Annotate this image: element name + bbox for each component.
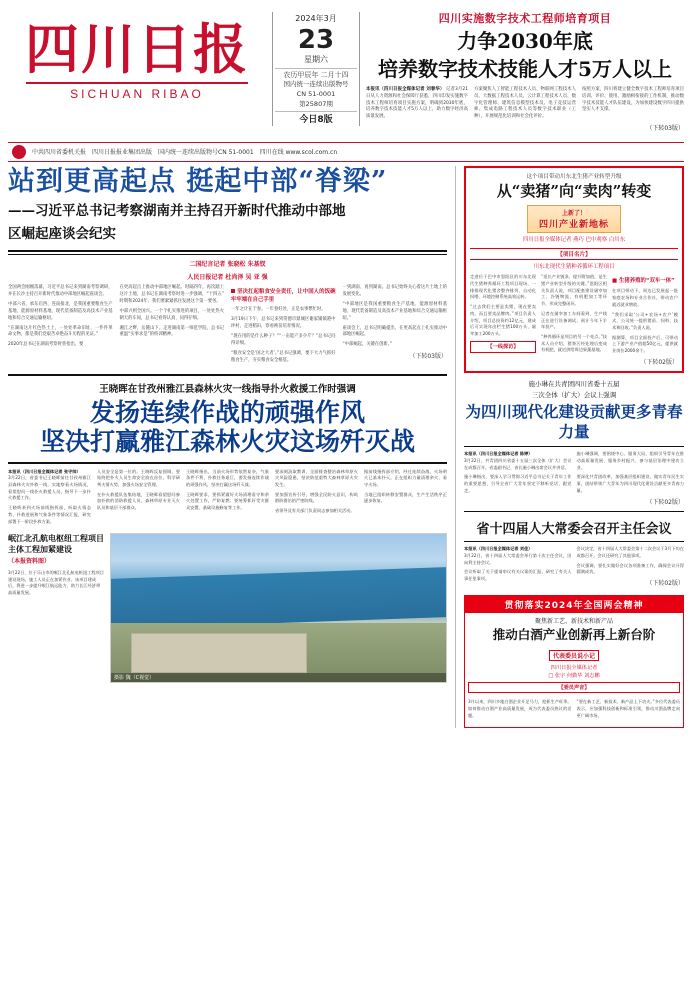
- divider: [8, 462, 447, 464]
- story-fire-col-1: [8, 469, 91, 529]
- story-main-subhead-2: 区崛起座谈会纪实: [8, 226, 116, 242]
- story-youth-league: [464, 379, 684, 507]
- story-youth-col-1: [464, 451, 572, 507]
- story-fire: [8, 381, 447, 529]
- feature-redbox: [464, 166, 684, 373]
- lead-headline-2: 培养数字技术技能人才5万人以上: [378, 57, 672, 81]
- promo-col-1: 3月以来，四川多地白酒企业开足马力，抢抓生产旺季。如何推动白酒产业高质量发展，成为代表委员热议的话题。: [468, 699, 572, 718]
- story-youth-continuation: （下转02版）: [646, 498, 684, 506]
- story-youth-kicker-2: 三次全体（扩大）会议上强调: [531, 390, 617, 399]
- story-npc-col-1: [464, 546, 572, 588]
- photo-story-title: 岷江北孔航电枢纽工程项目主体工程加紧建设: [8, 533, 104, 555]
- promo-block: [464, 595, 684, 728]
- story-fire-col-3: 王晓晖指出，当前火场形势依然复杂，气象条件不利，扑救任务艰巨，要发扬连续作战的顽强作风，坚决打赢这场歼灭战。 王晓晖要求，要抓紧做好火场清理看守和余火处置工作，严防复燃；要统筹抓好受灾群众安置、基础设施修复等工作。: [186, 468, 269, 511]
- story-npc-continuation: （下转02版）: [646, 580, 684, 588]
- divider: [464, 446, 684, 447]
- promo-byline-1: 四川日报全媒体记者: [550, 664, 598, 671]
- divider: [8, 250, 447, 255]
- date-lunar: 农历甲辰年 二月十四: [275, 68, 357, 80]
- lead-continuation: （下转03版）: [646, 125, 684, 133]
- feature-headline: 从“卖猪”向“卖肉”转变: [496, 182, 652, 200]
- masthead: [0, 0, 692, 140]
- story-youth-headline: 为四川现代化建设贡献更多青春力量: [465, 402, 683, 442]
- story-fire-col-5: 据前线指挥部介绍，经过连续奋战，火场明火已基本扑灭，正在组织力量清理余火、看守火场。 当地已组织转移安置群众，生产生活秩序正逐步恢复。: [364, 468, 447, 504]
- story-youth-col-1-text: 3月22日，共青团四川省委十五届三次全体（扩大）会议在成都召开。省委副书记、省长施小琳出席会议并讲话。 施小琳指出，要深入学习贯彻习近平总书记关于青年工作的重要思想，引导全省广大青年坚定不移听党话、跟党走。: [464, 457, 572, 493]
- date-block: [272, 12, 360, 126]
- promo-headline: 推动白酒产业创新再上新台阶: [492, 626, 656, 642]
- page-count: 今日8版: [275, 111, 357, 126]
- story-main-col-3: [231, 285, 336, 367]
- issue-meta-2: CN 51-0001: [296, 89, 336, 98]
- seal-icon: [12, 145, 26, 159]
- series-logo-line-2: 四川产业新地标: [538, 220, 609, 230]
- aerial-photo: [110, 533, 447, 683]
- feature-subhead-red: ■ 生猪养殖的“双车一体”: [612, 278, 675, 285]
- story-main-col-4-text: 一到湖南、再到湖南。总书记始终关心着这片土地上的发展变化。 “中部地区是我国重要粮食生产基地、能源原材料基地、现代装备制造及高技术产业基地和综合交通运输枢纽。” 座谈会上，总书记明确提出，在更高起点上扎实推动中部地区崛起。 “中部崛起，关键在创新。”: [342, 285, 447, 348]
- feature-tag-frontline: 【一线探访】: [470, 341, 536, 353]
- feature-col-2-text: “延长产业链条、提升附加值，是生猪产业转型升级的关键。”恩阳区相关负责人说，项目配套建设屠宰加工、冷链物流、有机肥加工等环节，形成完整闭环。 记者在屠宰加工车间看到，生产线正在进行设备调试，预计今年下半年投产。 “种养循环是项目的另一个亮点。”技术人员介绍，猪粪污经处理后变成有机肥，就近供给周边果蔬基地。: [541, 274, 607, 353]
- divider: [464, 541, 684, 542]
- feature-byline: 四川日报全媒体记者 燕巧 巴中观察 白川东: [522, 237, 626, 243]
- promo-smallbox-tag: 【委员声音】: [468, 682, 680, 693]
- feature-col-3-text: 在项目带动下，周边已发展起一批家庭农场和专业合作社，带动农户就近就业增收。 “我们采取‘公司+农场+农户’模式，公司统一提供猪苗、饲料、技术和回收。”负责人说。 据测算，项目全面投产后，可带动上下游产业产值超50亿元，提供就业岗位2000余个。: [612, 288, 678, 354]
- issue-meta-3: 第25807期: [299, 99, 333, 108]
- story-fire-byline: 本报讯（四川日报全媒体记者 张守帅）: [8, 468, 81, 474]
- story-main-col-1: 全国两会刚刚落幕，习近平总书记来到湖南考察调研，并在长沙主持召开新时代推动中部地区崛起座谈会。 中部六省，承东启西、连南接北，是我国重要粮食生产基地、能源原材料基地、现代装备制造及高技术产业基地和综合交通运输枢纽。 “在湖南这片红色热土上，一处处革命旧址、一件件革命文物，都是我们党艰苦卓绝奋斗历程的见证。” 2020年总书记在湖南考察时曾指出，要: [8, 285, 113, 348]
- story-fire-col-1-text: 3月22日，省委书记王晓晖前往甘孜州雅江县森林火灾扑救一线，实地察看火场情况，看望慰问一线扑火救援人员，指导下一步扑火救援工作。 王晓晖来到火场前线指挥部，听取火情态势、扑救进展和气象条件等情况汇报，研究部署下一阶段扑救方案。: [8, 475, 91, 524]
- right-column: [456, 166, 684, 728]
- lead-byline: 本报讯（四川日报全媒体记者 刘春华）: [366, 87, 445, 92]
- story-npc-col-2-text: 会议决定，省十四届人大常委会第十二次会议于3月下旬在成都召开。会议还研究了其他事项。 会议强调，要扎实做好会议各项准备工作，确保会议开得圆满成功。: [576, 546, 684, 575]
- story-fire-col-2: 人员安全是第一位的。王晓晖反复强调，要始终把扑火人员生命安全放在首位，科学研判火情火势，加强火场安全管理。 在扑火救援队伍集结地，王晓晖看望慰问参加扑救的消防救援人员、森林草原专业灭火队员和基层干部群众。: [97, 468, 180, 511]
- feature-tag-project-card: 【项目名片】: [470, 248, 678, 260]
- series-logo-line-1: 上新了！: [561, 210, 586, 217]
- story-fire-col-4: 要深刻汲取教训，全面排查整治森林草原火灾风险隐患，坚决防范重特大森林草原火灾发生。 要加强宣传引导，增强全民防火意识，构筑群防群治的严密防线。 省领导及有关部门负责同志参加相关活动。: [275, 468, 358, 514]
- lead-headline-1: 力争2030年底: [457, 29, 593, 53]
- story-npc-headline: 省十四届人大常委会召开主任会议: [476, 522, 672, 538]
- story-main-subhead-1: ——习近平总书记考察湖南并主持召开新时代推动中部地: [8, 203, 346, 219]
- photo-story-text: 3月22日，位于乐山市的岷江北孔航电枢纽工程项目建设现场，施工人员正在加紧作业。该项目建成后，将进一步提升岷江航运能力，助力长江经济带高质量发展。: [8, 569, 104, 596]
- masthead-lead-story: [366, 6, 684, 132]
- promo-bar-label: 贯彻落实2024年全国两会精神: [465, 596, 683, 613]
- story-main-byline-1: 二国纪言记者 张晓松 朱基钗: [189, 261, 266, 268]
- page-body: [0, 166, 692, 728]
- promo-subtitle: 聚焦新工艺、新技术和新产品: [534, 617, 613, 625]
- left-column: [8, 166, 456, 728]
- paper-logo: [8, 6, 266, 101]
- photo-credit: 摄影 魏（C视觉）: [111, 673, 446, 682]
- story-youth-kicker-1: 施小琳在共青团四川省委十五届: [528, 380, 620, 389]
- date-weekday: 星期六: [304, 54, 328, 64]
- feature-col-1-text: 走进位于巴中市恩阳区的川东北现代生猪种养循环工程项目现场，一排排现代化猪舍整齐排列，自动化饲喂、环境控制系统高效运转。 “过去我们主要是卖猪，现在要卖肉，而且要卖品牌肉。”项目负责人介绍，项目总投资约12亿元，建成后可实现年出栏生猪100万头、屠宰加工200万头。: [470, 274, 536, 337]
- promo-byline-2: □ 张宇 何勤华 刘志鹏: [548, 672, 600, 679]
- feature-col-2: [541, 274, 607, 367]
- feature-col-1: [470, 274, 536, 367]
- paper-title: 四川日报: [25, 17, 249, 81]
- promo-col-2: “要在新工艺、新技术、新产品上下功夫。”多位代表委员表示，应加强科技创新和标准引领，推动川酒品牌走向更广阔市场。: [576, 699, 680, 718]
- lead-kicker: 四川实施数字技术工程师培育项目: [438, 12, 612, 25]
- story-main-col-4: [343, 285, 448, 367]
- date-month: 2024年3月: [295, 14, 337, 23]
- river-region: [111, 567, 446, 629]
- publisher-banner-text: 中共四川省委机关报 四川日报报业集团出版 国内统一连续出版物号CN 51-0001 四川在线 www.scol.com.cn: [32, 148, 338, 156]
- lead-text-1: 记者3月21日从人力资源和社会保障厅获悉，四川印发实施数字技术工程师培育项目实施方案，明确到2030年底，培养数字技术技能人才5万人以上，助力数字经济高质量发展。: [366, 87, 469, 120]
- story-fire-kicker: 王晓晖在甘孜州雅江县森林火灾一线指导扑火救援工作时强调: [99, 383, 356, 395]
- story-youth-col-2: [577, 451, 685, 507]
- construction-site-region: [131, 633, 307, 673]
- story-main-col-3-text: 一年之计在于春。一年春好处，正是农事繁忙时。 3月19日下午，总书记来到常德市鼎城区谢家铺镇港中坪村，走进稻田，察看秧苗培育情况。 “现在用的是什么种子？”“一亩能产多少斤？”总书记问得详细。 “粮食安全是‘国之大者’。”总书记强调，要下大力气抓好粮食生产，夯实粮食安全根基。: [231, 307, 336, 363]
- divider: [464, 511, 684, 512]
- series-logo: [527, 205, 621, 233]
- story-youth-byline: 本报讯（四川日报全媒体记者 陈婷）: [464, 451, 533, 457]
- photo-story: [8, 533, 447, 683]
- story-npc-col-1-text: 3月22日，省十四届人大常委会举行第十次主任会议，田向利主持会议。 会议听取了关于提请审议有关议案的汇报，研究了有关人事任免事项。: [464, 552, 572, 582]
- story-npc-meeting: [464, 518, 684, 588]
- publisher-banner: [8, 142, 684, 162]
- story-main: [8, 166, 447, 368]
- story-main-byline-2: 人民日报记者 杜尚泽 吴 亚 强: [187, 273, 268, 281]
- story-npc-col-2: [577, 546, 685, 588]
- feature-kicker: 这个项目带动川东北生猪产业转型升级: [526, 174, 622, 180]
- story-fire-headline-1: 发扬连续作战的顽强作风: [89, 397, 365, 427]
- photo-story-sub: （本报资料图）: [8, 558, 51, 566]
- story-main-col-2: 在更高起点上推动中部地区崛起。时隔四年，再次踏上这片土地，总书记在湖南考察时进一步强调，“十四五”时期和2024年，我们要紧紧抓住发展这个第一要务。 中部兴则全国兴。一个个扎实推进的项目，一处处热火朝天的车间，总书记看得认真、问得仔细。 湘江之畔，岳麓山下。走进湖南第一师范学院，总书记重温“实事求是”的校训精神。: [119, 285, 224, 338]
- story-fire-headline-2: 坚决打赢雅江森林火灾这场歼灭战: [39, 426, 415, 456]
- photo-sidebar: [8, 533, 104, 683]
- story-npc-byline: 本报讯（四川日报全媒体记者 刘佳）: [464, 546, 533, 552]
- story-main-headline: 站到更高起点 挺起中部“脊梁”: [8, 166, 388, 197]
- promo-tag: 代表委员说小记: [549, 650, 599, 661]
- lead-column-1: [366, 87, 468, 121]
- feature-project-name: 川东北现代生猪种养循环工程项目: [533, 263, 615, 270]
- date-day: 23: [297, 24, 335, 55]
- story-youth-col-2-text: 施小琳强调，要围绕中心、服务大局，组织引导青年在推动高质量发展、服务乡村振兴、参与基层治理中建功立业。 要深化共青团改革，加强基层组织建设，做实青年民生实事，团结带领广大青年为四川现代化建设贡献更多青春力量。: [576, 451, 684, 493]
- lead-column-3: 按照方案，四川将建立健全数字技术工程师培育项目培训、评价、使用、激励相衔接的工作机制，推动数字技术技能人才队伍建设，为加快建设数字四川提供坚实人才支撑。: [582, 87, 684, 113]
- issue-meta-1: 国内统一连续出版物号: [283, 80, 349, 89]
- story-main-subhead-red: 坚决扛起粮食安全责任，让中国人的饭碗牢牢端在自己手里: [231, 289, 336, 304]
- square-bullet-icon: [231, 289, 235, 293]
- divider: [8, 374, 447, 376]
- paper-pinyin: SICHUAN RIBAO: [26, 82, 248, 101]
- lead-column-2: 方案聚焦人工智能工程技术人员、物联网工程技术人员、大数据工程技术人员、云计算工程技术人员、数字化管理师、建筑信息模型技术员、电子竞技运营师、集成电路工程技术人员等数字技术职业（工种），开展规范化培训和社会化评价。: [474, 87, 576, 120]
- story-main-continuation: （下转03版）: [409, 353, 447, 361]
- feature-col-3: [612, 274, 678, 367]
- feature-continuation: （下转02版）: [640, 358, 678, 366]
